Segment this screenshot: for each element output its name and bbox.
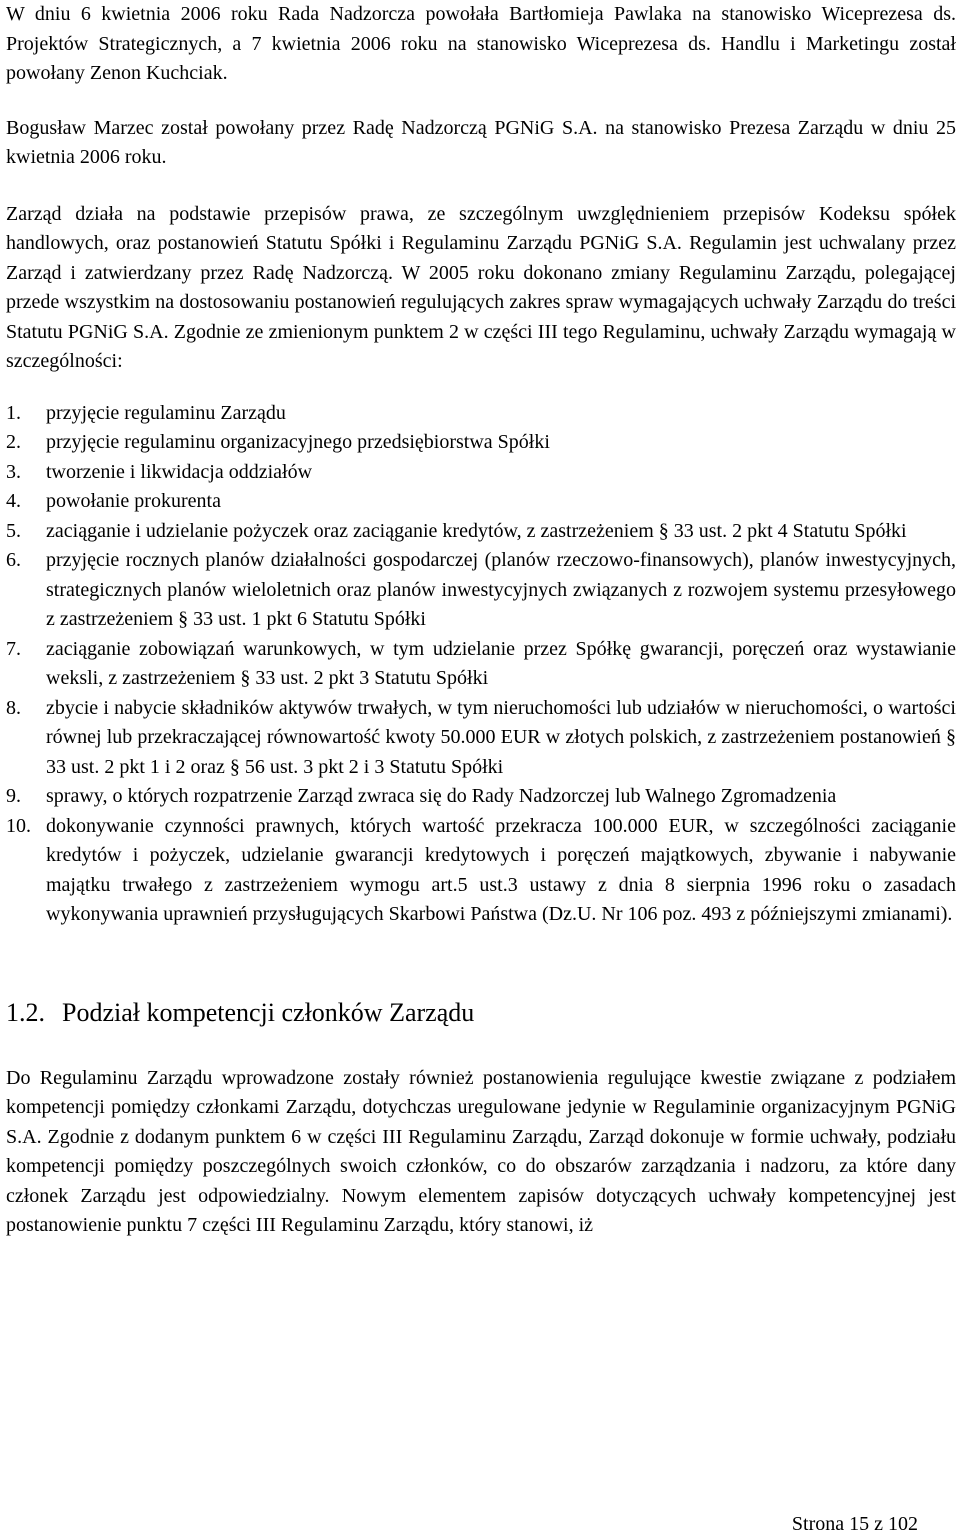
list-item-text: dokonywanie czynności prawnych, których wartość przekracza 100.000 EUR, w szczególności zaciąganie kredytów i pożyczek, udzielanie gwarancji kredytowych i poręczeń majątkowych, zbywanie i nabywanie majątku trwałego z zastrzeżeniem wymogu art.5 ust.3 ustawy z dnia 8 sierpnia 1996 roku o zasadach wykonywania uprawnień przysługujących Skarbowi Państwa (Dz.U. Nr 106 poz. 493 z późniejszymi zmianami). bbox=[46, 814, 956, 925]
list-item-text: zbycie i nabycie składników aktywów trwałych, w tym nieruchomości lub udziałów w nieruchomości, o wartości równej lub przekraczającej równowartość kwoty 50.000 EUR w złotych polskich, z zastrzeżeniem postanowień § 33 ust. 2 pkt 1 i 2 oraz § 56 ust. 3 pkt 2 i 3 Statutu Spółki bbox=[46, 696, 956, 778]
paragraph-appointment-president: Bogusław Marzec został powołany przez Radę Nadzorczą PGNiG S.A. na stanowisko Prezesa Zarządu w dniu 25 kwietnia 2006 roku. bbox=[6, 116, 956, 168]
board-resolution-list bbox=[6, 399, 956, 930]
list-item-number: 2. bbox=[6, 431, 21, 453]
paragraph-board-regulations: Zarząd działa na podstawie przepisów prawa, ze szczególnym uwzględnieniem przepisów Kodeksu spółek handlowych, oraz postanowień Statutu Spółki i Regulaminu Zarządu PGNiG S.A. Regulamin jest uchwalany przez Zarząd i zatwierdzany przez Radę Nadzorczą. W 2005 roku dokonano zmiany Regulaminu Zarządu, polegającej przede wszystkim na dostosowaniu postanowień regulujących zakres spraw wymagających uchwały Zarządu do treści Statutu PGNiG S.A. Zgodnie ze zmienionym punktem 2 w części III tego Regulaminu, uchwały Zarządu wymagają w szczególności: bbox=[6, 202, 956, 372]
list-item-number: 8. bbox=[6, 696, 21, 719]
paragraph-appointments-vice-presidents: W dniu 6 kwietnia 2006 roku Rada Nadzorcza powołała Bartłomieja Pawlaka na stanowisko Wiceprezesa ds. Projektów Strategicznych, a 7 kwietnia 2006 roku na stanowisko Wiceprezesa ds. Handlu i Marketingu został powołany Zenon Kuchciak. bbox=[6, 3, 956, 84]
list-item-text: powołanie prokurenta bbox=[46, 490, 221, 512]
list-item-number: 5. bbox=[6, 519, 21, 542]
list-item-number: 10. bbox=[6, 814, 31, 837]
list-item-text: sprawy, o których rozpatrzenie Zarząd zwraca się do Rady Nadzorczej lub Walnego Zgromadzenia bbox=[46, 785, 837, 807]
list-item-text: przyjęcie regulaminu organizacyjnego przedsiębiorstwa Spółki bbox=[46, 431, 550, 453]
list-item-text: zaciąganie i udzielanie pożyczek oraz zaciąganie kredytów, z zastrzeżeniem § 33 ust. 2 pkt 4 Statutu Spółki bbox=[46, 519, 907, 542]
list-item-text: zaciąganie zobowiązań warunkowych, w tym udzielanie przez Spółkę gwarancji, poręczeń oraz wystawianie weksli, z zastrzeżeniem § 33 ust. 2 pkt 3 Statutu Spółki bbox=[46, 637, 956, 689]
list-item-number: 4. bbox=[6, 490, 21, 512]
section-title: Podział kompetencji członków Zarządu bbox=[62, 997, 475, 1027]
list-item bbox=[6, 694, 956, 783]
list-item bbox=[6, 487, 956, 517]
list-item-number: 1. bbox=[6, 401, 21, 424]
list-item bbox=[6, 635, 956, 694]
list-item-number: 3. bbox=[6, 460, 21, 483]
list-item bbox=[6, 399, 956, 429]
list-item bbox=[6, 546, 956, 635]
list-item-text: przyjęcie regulaminu Zarządu bbox=[46, 401, 286, 424]
section-heading bbox=[6, 996, 956, 1030]
list-item bbox=[6, 517, 956, 547]
list-item bbox=[6, 458, 956, 488]
list-item bbox=[6, 428, 956, 458]
page-number-footer: Strona 15 z 102 bbox=[791, 1513, 918, 1535]
list-item-number: 7. bbox=[6, 637, 21, 660]
paragraph-competence-division: Do Regulaminu Zarządu wprowadzone zostały również postanowienia regulujące kwestie związane z podziałem kompetencji pomiędzy członkami Zarządu, dotychczas uregulowane jedynie w Regulaminie organizacyjnym PGNiG S.A. Zgodnie z dodanym punktem 6 w części III Regulaminu Zarządu, Zarząd dokonuje w formie uchwały, podziału kompetencji pomiędzy poszczególnych swoich członków, co do obszarów zarządzania i nadzoru, za które dany członek Zarządu jest odpowiedzialny. Nowym elementem zapisów dotyczących uchwały kompetencyjnej jest postanowienie punktu 7 części III Regulaminu Zarządu, który stanowi, iż bbox=[6, 1066, 956, 1236]
list-item-text: tworzenie i likwidacja oddziałów bbox=[46, 460, 313, 483]
list-item-number: 9. bbox=[6, 785, 21, 807]
list-item bbox=[6, 782, 956, 812]
section-number: 1.2. bbox=[6, 997, 45, 1027]
document-page bbox=[6, 0, 956, 1241]
list-item bbox=[6, 812, 956, 930]
list-item-number: 6. bbox=[6, 549, 21, 571]
list-item-text: przyjęcie rocznych planów działalności gospodarczej (planów rzeczowo-finansowych), planów inwestycyjnych, strategicznych planów wieloletnich oraz planów inwestycyjnych związanych z rozwojem systemu przesyłowego z zastrzeżeniem § 33 ust. 1 pkt 6 Statutu Spółki bbox=[46, 549, 956, 630]
